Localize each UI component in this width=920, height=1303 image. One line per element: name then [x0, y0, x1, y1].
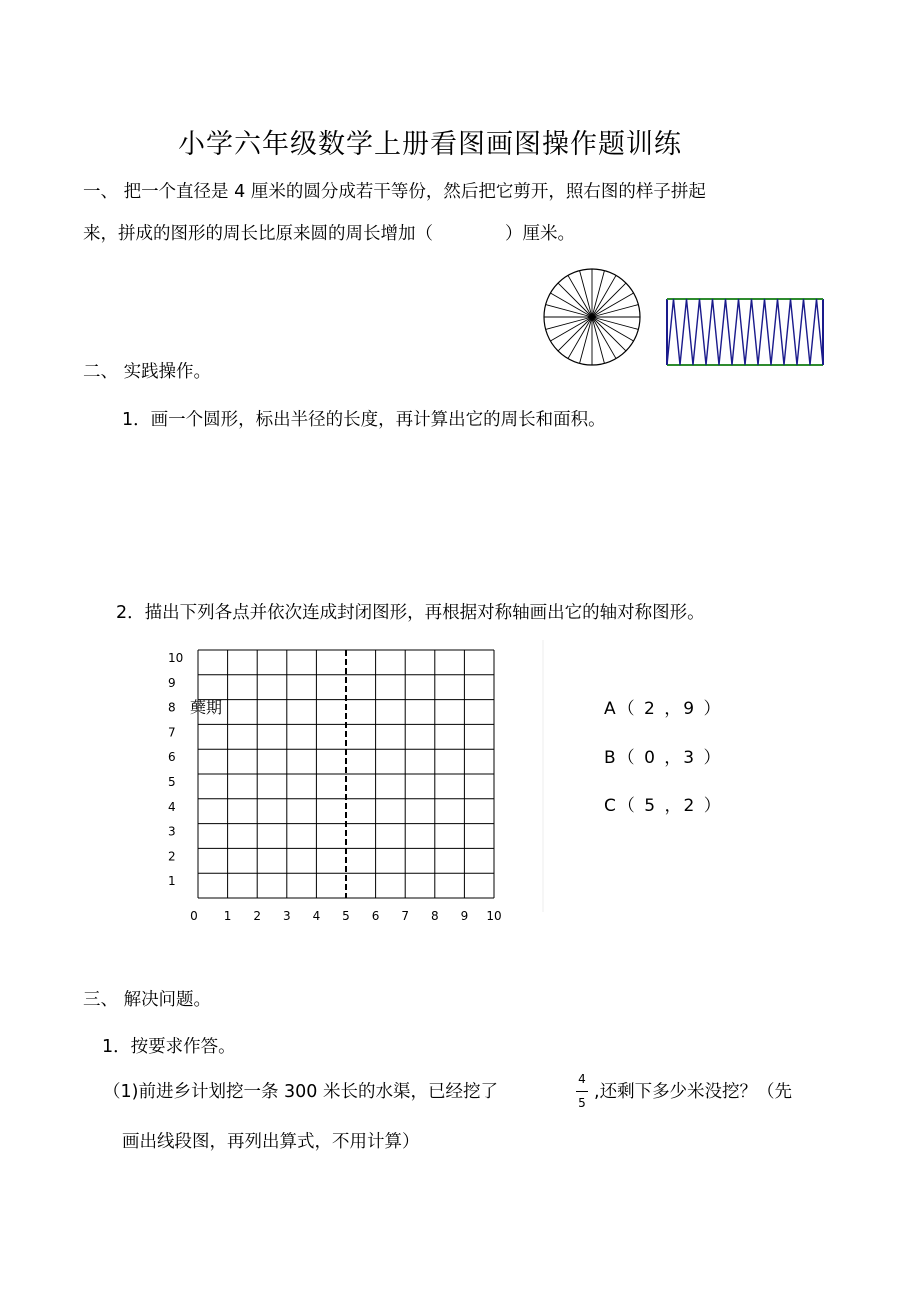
circle-radius-line	[546, 305, 592, 317]
fraction-denominator: 5	[578, 1096, 586, 1110]
x-tick-label: 2	[253, 909, 262, 923]
rect-zigzag	[667, 299, 823, 365]
x-tick-label: 8	[430, 909, 439, 923]
point-b-label: B（ 0 ，3 ）	[604, 748, 723, 768]
y-tick-label: 5	[168, 775, 176, 789]
section3-sub1-end: ,还剩下多少米没挖？（先	[594, 1082, 793, 1102]
grid-stray-text: 蘖期	[190, 698, 223, 717]
section2-q1: 1．画一个圆形，标出半径的长度，再计算出它的周长和面积。	[122, 410, 606, 430]
point-c-label: C（ 5 ，2 ）	[604, 796, 723, 816]
rearranged-sectors-figure	[665, 296, 825, 368]
circle-radius-line	[592, 317, 638, 329]
y-tick-label: 2	[168, 849, 176, 864]
y-tick-label: 9	[168, 675, 176, 690]
y-tick-label: 1	[168, 874, 176, 889]
fraction-numerator: 4	[578, 1072, 586, 1086]
divided-circle-figure	[540, 265, 644, 369]
y-tick-label: 8	[168, 700, 176, 715]
x-tick-label: 3	[282, 909, 291, 923]
x-tick-label: 5	[342, 909, 350, 923]
x-tick-label: 10	[486, 909, 502, 923]
y-tick-label: 7	[168, 725, 176, 740]
circle-radius-line	[592, 305, 638, 317]
section1-line2	[83, 220, 575, 245]
circle-radius-line	[592, 271, 604, 317]
y-tick-label: 4	[168, 799, 176, 814]
section3-sub1-start: （1)前进乡计划挖一条 300 米长的水渠，已经挖了	[103, 1082, 498, 1102]
section1-line2-end: ）厘米。	[505, 224, 575, 244]
coordinate-grid[interactable]	[160, 640, 550, 940]
fraction-bar	[576, 1091, 588, 1092]
x-tick-label: 6	[371, 909, 380, 923]
section3-heading: 三、 解决问题。	[83, 990, 212, 1010]
section1-line2-start: 来，拼成的图形的周长比原来圆的周长增加（	[83, 224, 433, 244]
section3-sub1-line2: 画出线段图，再列出算式，不用计算）	[122, 1132, 420, 1152]
x-tick-label: 1	[223, 909, 232, 923]
circle-radius-line	[592, 317, 604, 363]
y-tick-label: 3	[168, 824, 176, 839]
y-tick-label: 6	[168, 750, 176, 765]
y-tick-label: 10	[168, 651, 184, 665]
circle-radius-line	[580, 317, 592, 363]
x-tick-label: 0	[190, 909, 198, 923]
x-tick-label: 9	[460, 909, 469, 923]
circle-radius-line	[546, 317, 592, 329]
point-a-label: A（ 2 ，9 ）	[604, 699, 723, 719]
section3-q1: 1．按要求作答。	[102, 1037, 236, 1057]
x-tick-label: 4	[312, 909, 321, 923]
section1-line1: 一、 把一个直径是 4 厘米的圆分成若干等份，然后把它剪开，照右图的样子拼起	[83, 182, 706, 202]
section2-q2: 2．描出下列各点并依次连成封闭图形，再根据对称轴画出它的轴对称图形。	[116, 603, 705, 623]
circle-radius-line	[580, 271, 592, 317]
page-title: 小学六年级数学上册看图画图操作题训练	[178, 129, 682, 160]
x-tick-label: 7	[401, 909, 410, 923]
section2-heading: 二、 实践操作。	[83, 362, 212, 382]
